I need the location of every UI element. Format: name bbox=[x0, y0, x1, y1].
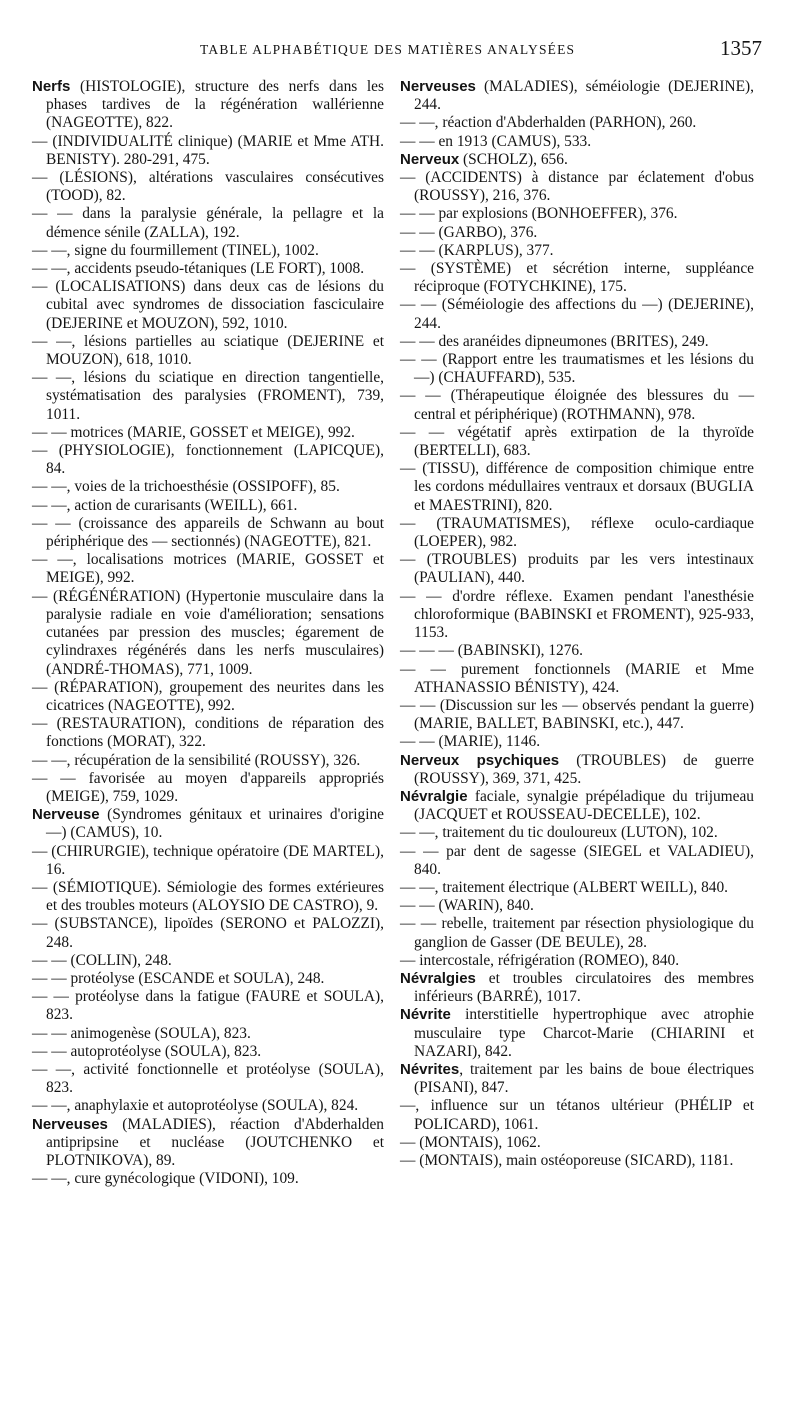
entry-text: — — en 1913 (CAMUS), 533. bbox=[400, 132, 592, 150]
index-entry bbox=[32, 1116, 384, 1171]
index-entry bbox=[32, 133, 384, 169]
index-entry bbox=[32, 1043, 384, 1061]
entry-heading: Névrite bbox=[400, 1006, 451, 1024]
index-entry bbox=[32, 715, 384, 751]
right-column bbox=[400, 78, 754, 1170]
entry-text: et troubles circulatoires des membres inférieurs (BARRÉ), 1017. bbox=[414, 969, 754, 1006]
index-entry bbox=[400, 260, 754, 296]
index-entry bbox=[400, 661, 754, 697]
left-column bbox=[32, 78, 384, 1188]
index-entry bbox=[400, 351, 754, 387]
index-entry bbox=[32, 424, 384, 442]
entry-text: — —, récupération de la sensibilité (ROUSSY), 326. bbox=[32, 751, 361, 769]
entry-text: — (CHIRURGIE), technique opératoire (DE MARTEL), 16. bbox=[32, 842, 384, 878]
index-entry bbox=[400, 133, 754, 151]
entry-text: — (MONTAIS), main ostéoporeuse (SICARD), 1181. bbox=[400, 1151, 734, 1169]
entry-text: — (ACCIDENTS) à distance par éclatement d'obus (ROUSSY), 216, 376. bbox=[400, 169, 754, 205]
entry-text: — —, lésions du sciatique en direction tangentielle, systématisation des paralysies (FROMENT), 739, 1011. bbox=[32, 369, 384, 423]
entry-text: — —, activité fonctionnelle et protéolyse (SOULA), 823. bbox=[32, 1060, 384, 1097]
index-entry bbox=[400, 424, 754, 460]
entry-text: — — des aranéides dipneumones (BRITES), 249. bbox=[400, 332, 709, 350]
entry-text: interstitielle hypertrophique avec atrophie musculaire type Charcot-Marie (CHIARINI et NAZARI), 842. bbox=[414, 1006, 754, 1060]
entry-text: — — végétatif après extirpation de la thyroïde (BERTELLI), 683. bbox=[400, 423, 754, 460]
index-entry bbox=[32, 551, 384, 587]
index-entry bbox=[32, 242, 384, 260]
entry-text: — (RÉPARATION), groupement des neurites dans les cicatrices (NAGEOTTE), 992. bbox=[32, 678, 384, 714]
entry-text: — — (Rapport entre les traumatismes et les lésions du —) (CHAUFFARD), 535. bbox=[400, 351, 754, 387]
entry-text: — — par explosions (BONHOEFFER), 376. bbox=[400, 205, 678, 223]
index-entry bbox=[400, 169, 754, 205]
entry-text: — (SÉMIOTIQUE). Sémiologie des formes extérieures et des troubles moteurs (ALOYSIO DE CASTRO), 9. bbox=[32, 878, 384, 915]
index-entry bbox=[400, 151, 754, 169]
entry-text: , traitement par les bains de boue électriques (PISANI), 847. bbox=[414, 1060, 754, 1097]
index-entry bbox=[32, 952, 384, 970]
entry-text: — — (Séméiologie des affections du —) (DEJERINE), 244. bbox=[400, 296, 754, 332]
index-entry bbox=[32, 806, 384, 842]
entry-text: (MALADIES), séméiologie (DEJERINE), 244. bbox=[414, 78, 754, 114]
index-entry bbox=[32, 1025, 384, 1043]
entry-text: — —, cure gynécologique (VIDONI), 109. bbox=[32, 1170, 299, 1188]
entry-heading: Nerveux psychiques bbox=[400, 751, 560, 769]
index-entry bbox=[400, 970, 754, 1006]
entry-text: — — (GARBO), 376. bbox=[400, 223, 538, 241]
index-entry bbox=[32, 478, 384, 496]
index-entry bbox=[400, 460, 754, 515]
index-entry bbox=[400, 1061, 754, 1097]
index-entry bbox=[400, 551, 754, 587]
entry-text: — (LOCALISATIONS) dans deux cas de lésions du cubital avec syndromes de dissociation fasciculaire (DEJERINE et MOUZON), 592, 1010. bbox=[32, 278, 384, 332]
running-title: TABLE ALPHABÉTIQUE DES MATIÈRES ANALYSÉES bbox=[200, 42, 576, 57]
entry-text: — (TROUBLES) produits par les vers intestinaux (PAULIAN), 440. bbox=[400, 551, 754, 587]
entry-text: — (PHYSIOLOGIE), fonctionnement (LAPICQUE), 84. bbox=[32, 442, 384, 478]
entry-text: — (INDIVIDUALITÉ clinique) (MARIE et Mme ATH. BENISTY). 280-291, 475. bbox=[32, 132, 384, 168]
index-entry bbox=[400, 915, 754, 951]
index-entry bbox=[32, 369, 384, 424]
entry-text: (TROUBLES) de guerre (ROUSSY), 369, 371, 425. bbox=[414, 751, 754, 787]
index-entry bbox=[400, 515, 754, 551]
entry-text: — —, anaphylaxie et autoprotéolyse (SOULA), 824. bbox=[32, 1097, 359, 1115]
entry-text: — — purement fonctionnels (MARIE et Mme ATHANASSIO BÉNISTY), 424. bbox=[400, 660, 754, 696]
index-entry bbox=[400, 78, 754, 114]
index-entry bbox=[400, 1134, 754, 1152]
entry-text: —, influence sur un tétanos ultérieur (PHÉLIP et POLICARD), 1061. bbox=[400, 1097, 754, 1133]
entry-text: (Syndromes génitaux et urinaires d'origine —) (CAMUS), 10. bbox=[46, 806, 384, 842]
index-entry bbox=[32, 205, 384, 241]
index-entry bbox=[32, 843, 384, 879]
entry-text: — — motrices (MARIE, GOSSET et MEIGE), 992. bbox=[32, 423, 355, 441]
entry-text: — —, réaction d'Abderhalden (PARHON), 260. bbox=[400, 114, 697, 132]
entry-text: (HISTOLOGIE), structure des nerfs dans les phases tardives de la régénération wallérienne (NAGEOTTE), 822. bbox=[46, 78, 384, 132]
entry-text: — (RÉGÉNÉRATION) (Hypertonie musculaire dans la paralysie radiale en voie d'amélioration; sensations cutanées par pression des muscles; égarement de cylindraxes régénérés dans les nerfs musculaires) (ANDRÉ-THOMAS), 771, 1009. bbox=[32, 587, 384, 678]
index-entry bbox=[32, 333, 384, 369]
index-entry bbox=[400, 588, 754, 643]
entry-text: — — dans la paralysie générale, la pellagre et la démence sénile (ZALLA), 192. bbox=[32, 205, 384, 241]
entry-text: — —, traitement électrique (ALBERT WEILL), 840. bbox=[400, 878, 729, 896]
entry-text: — (LÉSIONS), altérations vasculaires consécutives (TOOD), 82. bbox=[32, 169, 384, 205]
entry-text: — — protéolyse dans la fatigue (FAURE et SOULA), 823. bbox=[32, 988, 384, 1024]
entry-text: — — protéolyse (ESCANDE et SOULA), 248. bbox=[32, 969, 325, 987]
entry-text: — —, accidents pseudo-tétaniques (LE FORT), 1008. bbox=[32, 260, 365, 278]
entry-heading: Névralgie bbox=[400, 787, 468, 805]
index-entry bbox=[32, 278, 384, 333]
index-entry bbox=[32, 970, 384, 988]
index-entry bbox=[32, 169, 384, 205]
entry-text: — (MONTAIS), 1062. bbox=[400, 1133, 541, 1151]
entry-text: — — rebelle, traitement par résection physiologique du ganglion de Gasser (DE BEULE), 28. bbox=[400, 915, 754, 951]
page-header bbox=[0, 36, 800, 62]
index-entry bbox=[32, 1061, 384, 1097]
entry-text: — — (Discussion sur les — observés pendant la guerre) (MARIE, BALLET, BABINSKI, etc.), 447. bbox=[400, 696, 754, 733]
index-entry bbox=[32, 442, 384, 478]
index-entry bbox=[400, 788, 754, 824]
index-entry bbox=[400, 296, 754, 332]
index-entry bbox=[400, 752, 754, 788]
index-entry bbox=[400, 1006, 754, 1061]
index-entry bbox=[32, 879, 384, 915]
entry-heading: Nerveux bbox=[400, 150, 460, 168]
entry-text: — —, traitement du tic douloureux (LUTON), 102. bbox=[400, 824, 718, 842]
entry-text: — —, voies de la trichoesthésie (OSSIPOFF), 85. bbox=[32, 478, 340, 496]
entry-text: (SCHOLZ), 656. bbox=[459, 150, 568, 168]
index-entry bbox=[32, 752, 384, 770]
index-entry bbox=[400, 897, 754, 915]
index-entry bbox=[32, 260, 384, 278]
entry-heading: Nerveuse bbox=[32, 806, 100, 824]
entry-text: — intercostale, réfrigération (ROMEO), 840. bbox=[400, 951, 680, 969]
index-entry bbox=[32, 515, 384, 551]
index-entry bbox=[32, 770, 384, 806]
entry-text: — — (croissance des appareils de Schwann au bout périphérique des — sectionnés) (NAGEOTTE), 821. bbox=[32, 514, 384, 551]
index-entry bbox=[400, 733, 754, 751]
index-entry bbox=[400, 879, 754, 897]
entry-text: — — (Thérapeutique éloignée des blessures du — central et périphérique) (ROTHMANN), 978. bbox=[400, 387, 754, 423]
entry-text: — (RESTAURATION), conditions de réparation des fonctions (MORAT), 322. bbox=[32, 715, 384, 751]
entry-text: — (SUBSTANCE), lipoïdes (SERONO et PALOZZI), 248. bbox=[32, 915, 384, 951]
entry-text: — — (COLLIN), 248. bbox=[32, 951, 172, 969]
index-entry bbox=[32, 915, 384, 951]
entry-text: — — favorisée au moyen d'appareils appropriés (MEIGE), 759, 1029. bbox=[32, 769, 384, 805]
entry-heading: Névralgies bbox=[400, 969, 476, 987]
entry-text: — — (WARIN), 840. bbox=[400, 897, 534, 915]
entry-text: — —, lésions partielles au sciatique (DEJERINE et MOUZON), 618, 1010. bbox=[32, 332, 384, 369]
index-entry bbox=[400, 205, 754, 223]
index-entry bbox=[32, 78, 384, 133]
index-entry bbox=[32, 988, 384, 1024]
index-entry bbox=[32, 497, 384, 515]
entry-text: — — autoprotéolyse (SOULA), 823. bbox=[32, 1042, 262, 1060]
entry-text: — (TRAUMATISMES), réflexe oculo-cardiaque (LOEPER), 982. bbox=[400, 514, 754, 551]
index-entry bbox=[400, 824, 754, 842]
entry-heading: Nerveuses bbox=[32, 1115, 108, 1133]
entry-heading: Nerfs bbox=[32, 78, 71, 95]
index-entry bbox=[400, 242, 754, 260]
index-entry bbox=[32, 1170, 384, 1188]
entry-text: — — (MARIE), 1146. bbox=[400, 733, 541, 751]
entry-text: — —, action de curarisants (WEILL), 661. bbox=[32, 496, 298, 514]
entry-text: — — animogenèse (SOULA), 823. bbox=[32, 1024, 251, 1042]
entry-text: — —, localisations motrices (MARIE, GOSSET et MEIGE), 992. bbox=[32, 551, 384, 587]
index-entry bbox=[32, 1097, 384, 1115]
entry-text: faciale, synalgie prépéladique du trijumeau (JACQUET et ROUSSEAU-DECELLE), 102. bbox=[414, 787, 754, 824]
entry-text: — — par dent de sagesse (SIEGEL et VALADIEU), 840. bbox=[400, 842, 754, 878]
index-entry bbox=[400, 1152, 754, 1170]
index-entry bbox=[400, 952, 754, 970]
index-entry bbox=[400, 224, 754, 242]
entry-heading: Névrites bbox=[400, 1060, 460, 1078]
index-entry bbox=[32, 588, 384, 679]
entry-text: — — — (BABINSKI), 1276. bbox=[400, 642, 583, 660]
index-entry bbox=[400, 843, 754, 879]
entry-text: — (TISSU), différence de composition chimique entre les cordons médullaires ventraux et dorsaux (BUGLIA et MAESTRINI), 820. bbox=[400, 460, 754, 514]
index-entry bbox=[400, 1097, 754, 1133]
index-entry bbox=[400, 333, 754, 351]
entry-text: — —, signe du fourmillement (TINEL), 1002. bbox=[32, 241, 319, 259]
index-entry bbox=[32, 679, 384, 715]
entry-text: — — (KARPLUS), 377. bbox=[400, 241, 554, 259]
index-entry bbox=[400, 697, 754, 733]
entry-heading: Nerveuses bbox=[400, 78, 476, 95]
index-entry bbox=[400, 387, 754, 423]
entry-text: (MALADIES), réaction d'Abderhalden antipripsine et nucléase (JOUTCHENKO et PLOTNIKOVA), 89. bbox=[46, 1115, 384, 1169]
index-entry bbox=[400, 642, 754, 660]
page-number: 1357 bbox=[720, 36, 762, 60]
entry-text: — — d'ordre réflexe. Examen pendant l'anesthésie chloroformique (BABINSKI et FROMENT), 925-933, 1153. bbox=[400, 587, 754, 642]
entry-text: — (SYSTÈME) et sécrétion interne, suppléance réciproque (FOTYCHKINE), 175. bbox=[400, 260, 754, 296]
index-entry bbox=[400, 114, 754, 132]
